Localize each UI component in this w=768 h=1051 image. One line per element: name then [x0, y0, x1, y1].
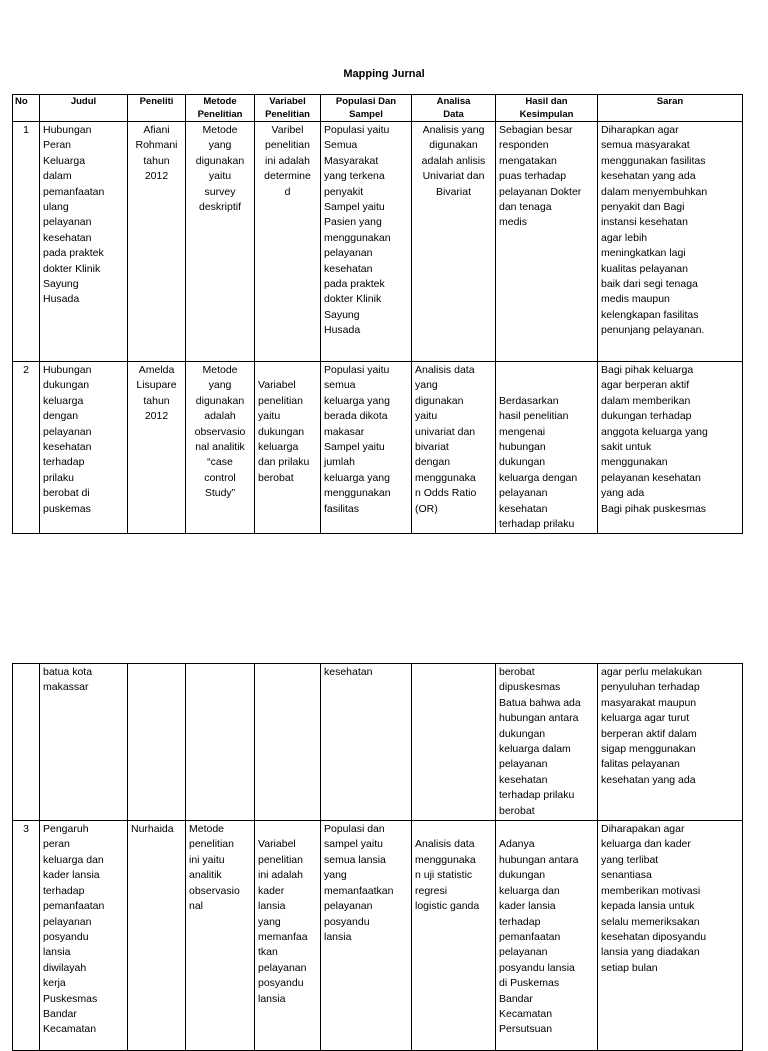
cell-metode: Metode yang digunakan yaitu survey deskriptif [186, 122, 255, 362]
cell-no: 1 [13, 122, 40, 362]
table-row [13, 122, 743, 362]
cell-metode: Metode yang digunakan adalah observasio nal analitik “case control Study” [186, 362, 255, 534]
table-row [13, 362, 743, 534]
cell-saran: Diharapakan agar keluarga dan kader yang terlibat senantiasa memberikan motivasi kepada lansia untuk selalu memeriksakan kesehatan diposyandu lansia yang diadakan setiap bulan [598, 821, 743, 1051]
journal-mapping-table-continued [12, 663, 743, 1051]
cell-peneliti [128, 664, 186, 821]
cell-populasi: Populasi yaitu Semua Masyarakat yang terkena penyakit Sampel yaitu Pasien yang menggunakan pelayanan kesehatan pada praktek dokter Klinik Sayung Husada [321, 122, 412, 362]
cell-hasil: berobat dipuskesmas Batua bahwa ada hubungan antara dukungan keluarga dalam pelayanan kesehatan terhadap prilaku berobat [496, 664, 598, 821]
cell-analisa: Analisis yang digunakan adalah anlisis Univariat dan Bivariat [412, 122, 496, 362]
header-judul: Judul [40, 95, 128, 122]
header-variabel: Variabel Penelitian [255, 95, 321, 122]
table-row [13, 821, 743, 1051]
header-populasi: Populasi Dan Sampel [321, 95, 412, 122]
table-row [13, 664, 743, 821]
cell-peneliti: Nurhaida [128, 821, 186, 1051]
table-header-row [13, 95, 743, 122]
cell-populasi: Populasi dan sampel yaitu semua lansia yang memanfaatkan pelayanan posyandu lansia [321, 821, 412, 1051]
cell-hasil: Berdasarkan hasil penelitian mengenai hubungan dukungan keluarga dengan pelayanan kesehatan terhadap prilaku [496, 362, 598, 534]
cell-no: 2 [13, 362, 40, 534]
header-metode: Metode Penelitian [186, 95, 255, 122]
header-saran: Saran [598, 95, 743, 122]
cell-judul: Hubungan Peran Keluarga dalam pemanfaatan ulang pelayanan kesehatan pada praktek dokter Klinik Sayung Husada [40, 122, 128, 362]
journal-mapping-table [12, 94, 743, 534]
cell-hasil: Sebagian besar responden mengatakan puas terhadap pelayanan Dokter dan tenaga medis [496, 122, 598, 362]
cell-saran: agar perlu melakukan penyuluhan terhadap masyarakat maupun keluarga agar turut berperan aktif dalam sigap menggunakan falitas pelayanan kesehatan yang ada [598, 664, 743, 821]
cell-no: 3 [13, 821, 40, 1051]
cell-judul: Pengaruh peran keluarga dan kader lansia terhadap pemanfaatan pelayanan posyandu lansia diwilayah kerja Puskesmas Bandar Kecamatan [40, 821, 128, 1051]
cell-variabel [255, 664, 321, 821]
cell-analisa: Analisis data yang digunakan yaitu univariat dan bivariat dengan menggunaka n Odds Ratio (OR) [412, 362, 496, 534]
header-peneliti: Peneliti [128, 95, 186, 122]
cell-variabel: Variabel penelitian yaitu dukungan keluarga dan prilaku berobat [255, 362, 321, 534]
cell-analisa [412, 664, 496, 821]
cell-analisa: Analisis data menggunaka n uji statistic regresi logistic ganda [412, 821, 496, 1051]
cell-no [13, 664, 40, 821]
header-no: No [13, 95, 40, 122]
cell-peneliti: Amelda Lisupare tahun 2012 [128, 362, 186, 534]
header-analisa: Analisa Data [412, 95, 496, 122]
cell-populasi: Populasi yaitu semua keluarga yang berada dikota makasar Sampel yaitu jumlah keluarga yang menggunakan fasilitas [321, 362, 412, 534]
cell-judul: batua kota makassar [40, 664, 128, 821]
cell-metode [186, 664, 255, 821]
cell-variabel: Variabel penelitian ini adalah kader lansia yang memanfaa tkan pelayanan posyandu lansia [255, 821, 321, 1051]
cell-saran: Bagi pihak keluarga agar berperan aktif dalam memberikan dukungan terhadap anggota keluarga yang sakit untuk menggunakan pelayanan kesehatan yang ada Bagi pihak puskesmas [598, 362, 743, 534]
header-hasil: Hasil dan Kesimpulan [496, 95, 598, 122]
cell-judul: Hubungan dukungan keluarga dengan pelayanan kesehatan terhadap prilaku berobat di puskemas [40, 362, 128, 534]
cell-hasil: Adanya hubungan antara dukungan keluarga dan kader lansia terhadap pemanfaatan pelayanan posyandu lansia di Puskemas Bandar Kecamatan Persutsuan [496, 821, 598, 1051]
cell-metode: Metode penelitian ini yaitu analitik observasio nal [186, 821, 255, 1051]
cell-peneliti: Afiani Rohmani tahun 2012 [128, 122, 186, 362]
page-title: Mapping Jurnal [343, 68, 425, 80]
cell-populasi: kesehatan [321, 664, 412, 821]
cell-saran: Diharapkan agar semua masyarakat menggunakan fasilitas kesehatan yang ada dalam menyembuhkan penyakit dan Bagi instansi kesehatan agar lebih meningkatkan lagi kualitas pelayanan baik dari segi tenaga medis maupun kelengkapan fasilitas penunjang pelayanan. [598, 122, 743, 362]
cell-variabel: Varibel penelitian ini adalah determine d [255, 122, 321, 362]
